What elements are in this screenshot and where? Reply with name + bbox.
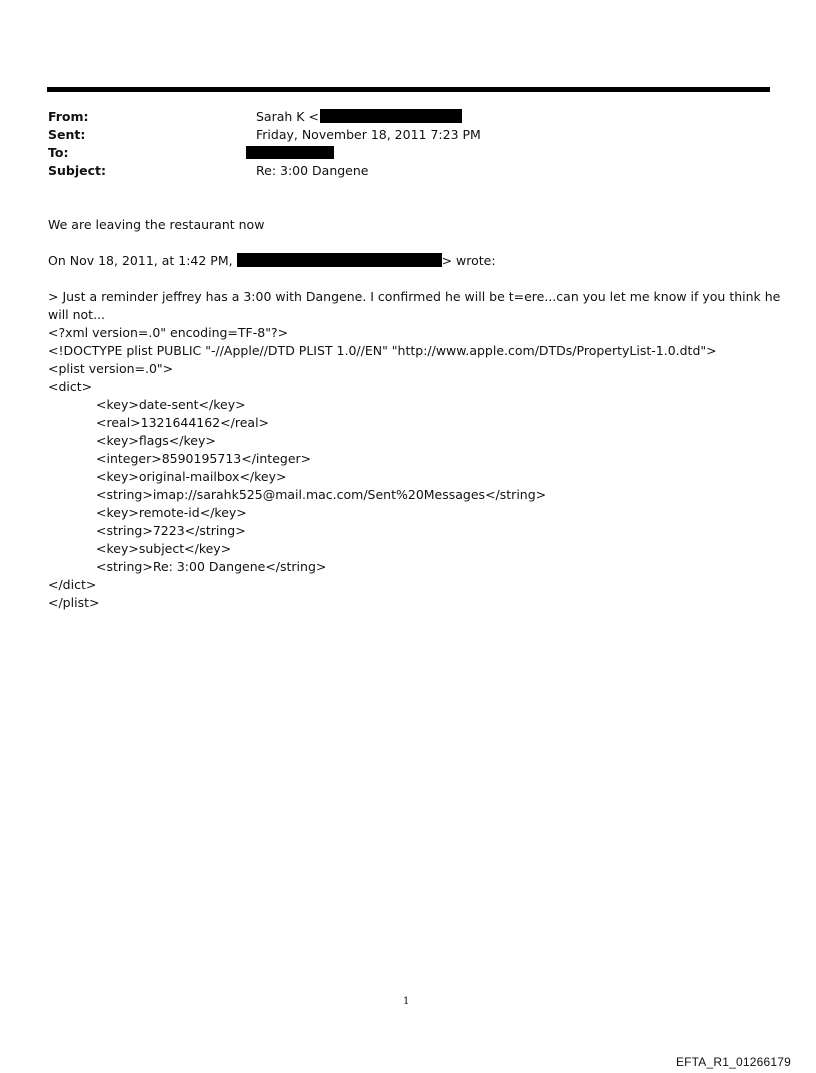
xml-line: <key>date-sent</key>: [96, 397, 246, 412]
xml-line: <!DOCTYPE plist PUBLIC "-//Apple//DTD PLIST 1.0//EN" "http://www.apple.com/DTDs/PropertyList-1.0.dtd">: [48, 343, 717, 358]
page-number: 1: [403, 996, 410, 1007]
sent-label: Sent:: [48, 127, 86, 142]
xml-line: <string>imap://sarahk525@mail.mac.com/Sent%20Messages</string>: [96, 487, 547, 502]
redaction-box: [237, 253, 442, 267]
subject-value: Re: 3:00 Dangene: [256, 163, 369, 178]
xml-line: <real>1321644162</real>: [96, 415, 270, 430]
to-value: [246, 144, 334, 161]
from-name: Sarah K <: [256, 109, 319, 124]
to-label: To:: [48, 145, 69, 160]
subject-label: Subject:: [48, 163, 106, 178]
from-label: From:: [48, 109, 89, 124]
redaction-box: [320, 109, 462, 123]
header-rule: [47, 87, 770, 92]
xml-line: <integer>8590195713</integer>: [96, 451, 312, 466]
quote-intro: [48, 252, 778, 270]
xml-line: </dict>: [48, 577, 97, 592]
xml-line: <key>subject</key>: [96, 541, 232, 556]
xml-line: <?xml version=.0" encoding=TF-8"?>: [48, 325, 289, 340]
xml-line: <plist version=.0">: [48, 361, 174, 376]
xml-line: <key>flags</key>: [96, 433, 216, 448]
from-value: [256, 108, 462, 125]
xml-line: <string>7223</string>: [96, 523, 246, 538]
xml-line: <dict>: [48, 379, 93, 394]
quoted-text: > Just a reminder jeffrey has a 3:00 with Dangene. I confirmed he will be t=ere...can you let me know if you think he will not...: [48, 289, 781, 322]
xml-line: <key>remote-id</key>: [96, 505, 247, 520]
xml-line: <key>original-mailbox</key>: [96, 469, 287, 484]
message-line: We are leaving the restaurant now: [48, 217, 265, 232]
quote-intro-suffix: > wrote:: [441, 253, 496, 268]
document-id: EFTA_R1_01266179: [675, 1055, 791, 1069]
sent-value: Friday, November 18, 2011 7:23 PM: [256, 127, 481, 142]
redaction-box: [246, 146, 334, 159]
quote-intro-prefix: On Nov 18, 2011, at 1:42 PM,: [48, 253, 233, 268]
xml-line: <string>Re: 3:00 Dangene</string>: [96, 559, 327, 574]
xml-line: </plist>: [48, 595, 100, 610]
